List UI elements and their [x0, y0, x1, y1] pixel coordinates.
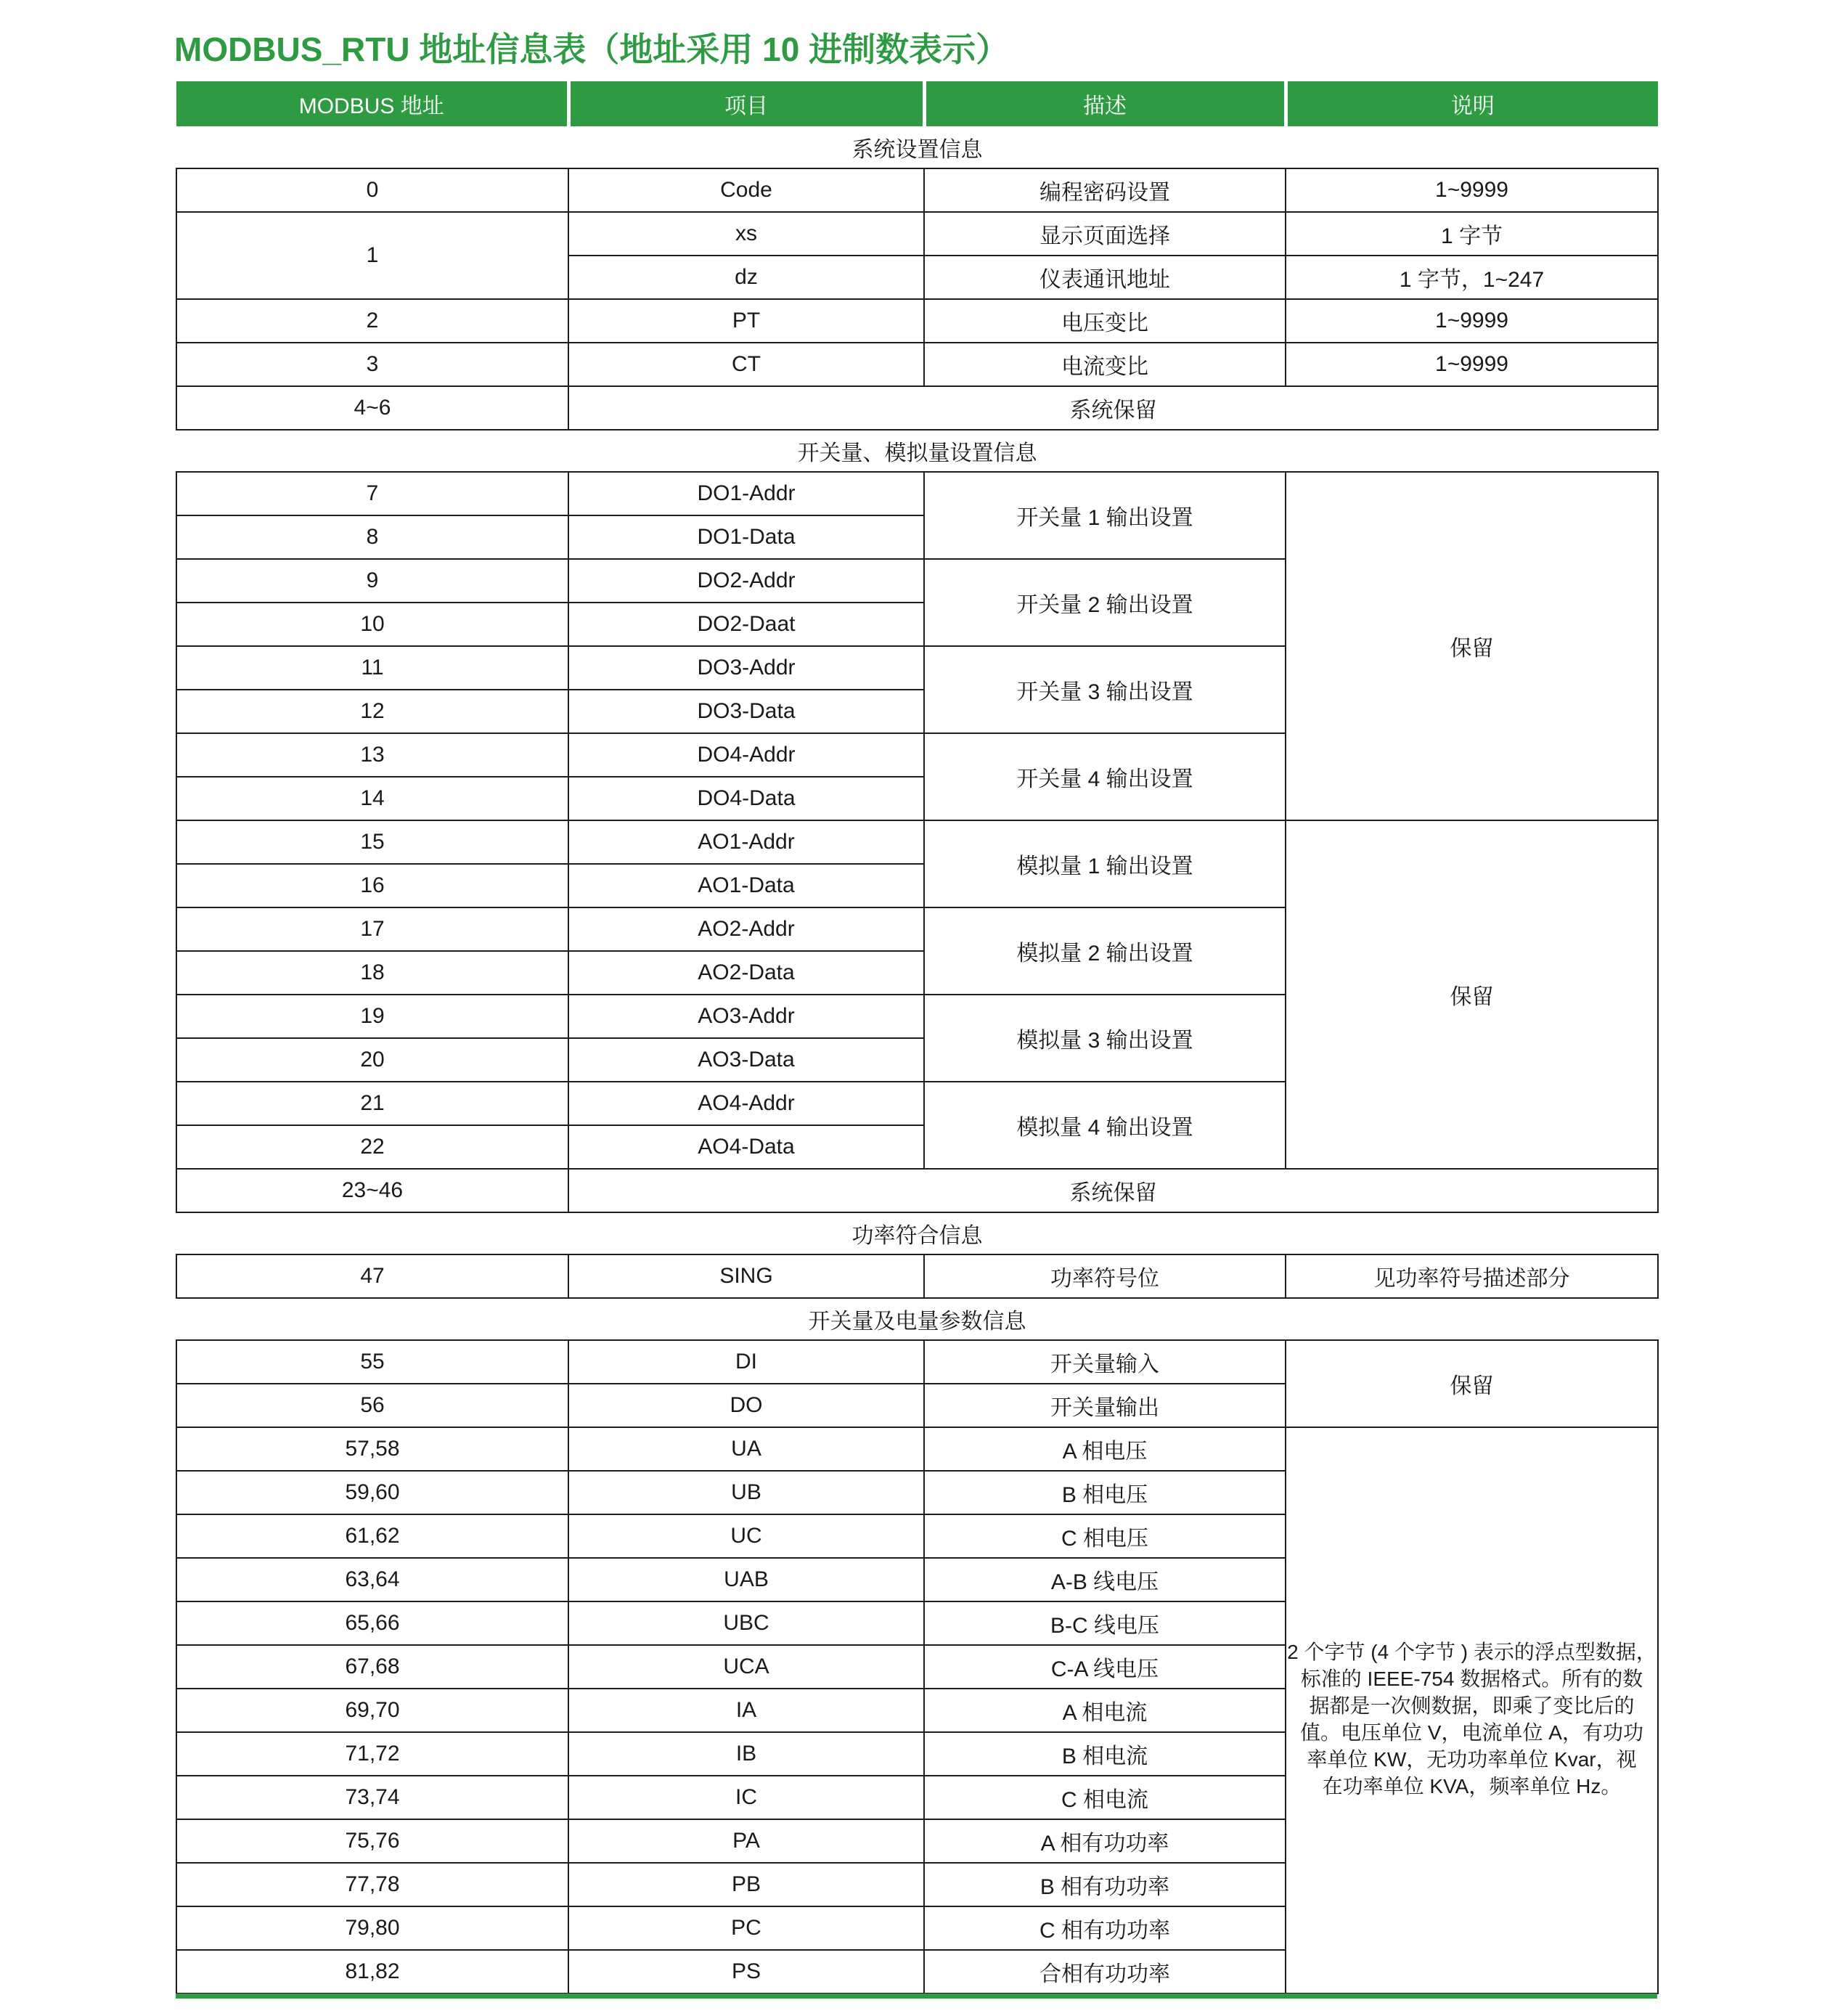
- table-cell: 8: [176, 515, 568, 559]
- table-cell: xs: [568, 212, 924, 256]
- table-cell: PA: [568, 1819, 924, 1863]
- table-cell: DO2-Daat: [568, 603, 924, 646]
- table-cell: IB: [568, 1732, 924, 1776]
- header-cell-2: 描述: [924, 81, 1286, 126]
- table-row: [176, 820, 1658, 864]
- table-header-row: [176, 81, 1658, 126]
- table-row: [176, 168, 1658, 212]
- table-cell: 4~6: [176, 386, 568, 430]
- table-cell: 0: [176, 168, 568, 212]
- table-cell: AO2-Addr: [568, 907, 924, 951]
- note-line: 据都是一次侧数据，即乘了变比后的: [1309, 1694, 1635, 1717]
- table-cell: 57,58: [176, 1427, 568, 1471]
- section-row: [176, 126, 1658, 168]
- page-title: MODBUS_RTU 地址信息表（地址采用 10 进制数表示）: [174, 30, 1010, 68]
- table-cell: 编程密码设置: [924, 168, 1286, 212]
- table-cell: AO1-Addr: [568, 820, 924, 864]
- table-cell: 功率符号位: [924, 1254, 1286, 1298]
- table-cell: UAB: [568, 1558, 924, 1601]
- table-row: [176, 386, 1658, 430]
- table-cell: A-B 线电压: [924, 1558, 1286, 1601]
- header-cell-1: 项目: [568, 81, 924, 126]
- table-cell: Code: [568, 168, 924, 212]
- table-cell: AO1-Data: [568, 864, 924, 907]
- table-cell: 保留: [1286, 472, 1658, 820]
- table-cell: B 相电流: [924, 1732, 1286, 1776]
- table-cell: AO3-Data: [568, 1038, 924, 1082]
- table-cell: AO4-Data: [568, 1125, 924, 1169]
- table-row: [176, 212, 1658, 256]
- table-cell: 79,80: [176, 1906, 568, 1950]
- table-cell: DO4-Data: [568, 777, 924, 820]
- table-cell: 开关量 2 输出设置: [924, 559, 1286, 646]
- table-cell: 模拟量 3 输出设置: [924, 995, 1286, 1082]
- table-cell: dz: [568, 256, 924, 299]
- table-cell: UB: [568, 1471, 924, 1514]
- table-cell: 2: [176, 299, 568, 343]
- table-cell: SING: [568, 1254, 924, 1298]
- table-cell: 81,82: [176, 1950, 568, 1993]
- table-cell: 模拟量 2 输出设置: [924, 907, 1286, 995]
- table-cell: AO2-Data: [568, 951, 924, 995]
- table-cell: DO3-Addr: [568, 646, 924, 690]
- table-cell: 电压变比: [924, 299, 1286, 343]
- note-line: 率单位 KW，无功功率单位 Kvar，视: [1307, 1748, 1637, 1771]
- table-cell: 67,68: [176, 1645, 568, 1689]
- table-bottom-rule: [176, 1993, 1657, 1999]
- table-cell: 电流变比: [924, 343, 1286, 386]
- note-line: 2 个字节 (4 个字节 ) 表示的浮点型数据，: [1287, 1641, 1657, 1663]
- table-cell: PC: [568, 1906, 924, 1950]
- table-cell: UA: [568, 1427, 924, 1471]
- table-cell: 合相有功功率: [924, 1950, 1286, 1993]
- table-cell: 19: [176, 995, 568, 1038]
- section-label: 开关量、模拟量设置信息: [797, 441, 1037, 465]
- table-cell: 59,60: [176, 1471, 568, 1514]
- table-cell: 47: [176, 1254, 568, 1298]
- table-cell: 开关量 1 输出设置: [924, 472, 1286, 559]
- note-line: 标准的 IEEE-754 数据格式。所有的数: [1300, 1668, 1643, 1690]
- table-cell: C 相有功功率: [924, 1906, 1286, 1950]
- table-head: [176, 81, 1658, 126]
- table-cell: 14: [176, 777, 568, 820]
- table-row: [176, 1254, 1658, 1298]
- table-cell: PS: [568, 1950, 924, 1993]
- table-cell: AO3-Addr: [568, 995, 924, 1038]
- table-cell: DO3-Data: [568, 690, 924, 733]
- table-row: [176, 1169, 1658, 1212]
- table-cell: 75,76: [176, 1819, 568, 1863]
- table-cell: A 相有功功率: [924, 1819, 1286, 1863]
- table-cell: B 相电压: [924, 1471, 1286, 1514]
- table-cell: 13: [176, 733, 568, 777]
- table-cell: 73,74: [176, 1776, 568, 1819]
- table-cell: A 相电流: [924, 1689, 1286, 1732]
- table-cell: 11: [176, 646, 568, 690]
- table-cell: 开关量 4 输出设置: [924, 733, 1286, 820]
- table-cell: 1: [176, 212, 568, 299]
- table-cell: 15: [176, 820, 568, 864]
- table-cell: 12: [176, 690, 568, 733]
- table-cell: DO2-Addr: [568, 559, 924, 603]
- table-cell: PB: [568, 1863, 924, 1906]
- table-cell: 开关量输入: [924, 1340, 1286, 1384]
- table-cell: 仪表通讯地址: [924, 256, 1286, 299]
- table-cell: C 相电压: [924, 1514, 1286, 1558]
- table-cell: 17: [176, 907, 568, 951]
- table-cell: PT: [568, 299, 924, 343]
- table-row: [176, 1340, 1658, 1384]
- table-cell: 55: [176, 1340, 568, 1384]
- table-cell: 71,72: [176, 1732, 568, 1776]
- table-cell: 23~46: [176, 1169, 568, 1212]
- float-format-note: [1286, 1427, 1658, 1993]
- table-cell: C 相电流: [924, 1776, 1286, 1819]
- table-cell: 1~9999: [1286, 168, 1658, 212]
- table-cell: DO: [568, 1384, 924, 1427]
- table-cell: A 相电压: [924, 1427, 1286, 1471]
- table-cell: AO4-Addr: [568, 1082, 924, 1125]
- table-cell: 77,78: [176, 1863, 568, 1906]
- table-cell: 开关量 3 输出设置: [924, 646, 1286, 733]
- table-row: [176, 299, 1658, 343]
- table-cell: UC: [568, 1514, 924, 1558]
- table-cell: IA: [568, 1689, 924, 1732]
- table-cell: 见功率符号描述部分: [1286, 1254, 1658, 1298]
- table-cell: DO1-Data: [568, 515, 924, 559]
- table-cell: C-A 线电压: [924, 1645, 1286, 1689]
- table-cell: 开关量输出: [924, 1384, 1286, 1427]
- section-row: [176, 1212, 1658, 1254]
- table-cell: 20: [176, 1038, 568, 1082]
- table-cell: B 相有功功率: [924, 1863, 1286, 1906]
- table-row: [176, 472, 1658, 515]
- table-cell: 模拟量 1 输出设置: [924, 820, 1286, 907]
- table-cell: 18: [176, 951, 568, 995]
- table-cell: DI: [568, 1340, 924, 1384]
- table-cell: 保留: [1286, 1340, 1658, 1427]
- table-cell: 1~9999: [1286, 343, 1658, 386]
- table-cell: 56: [176, 1384, 568, 1427]
- section-row: [176, 1298, 1658, 1340]
- table-cell: 21: [176, 1082, 568, 1125]
- table-cell: 1~9999: [1286, 299, 1658, 343]
- table-cell: DO1-Addr: [568, 472, 924, 515]
- table-cell: 7: [176, 472, 568, 515]
- table-cell: CT: [568, 343, 924, 386]
- section-label: 开关量及电量参数信息: [808, 1310, 1026, 1334]
- table-cell: 模拟量 4 输出设置: [924, 1082, 1286, 1169]
- table-cell: DO4-Addr: [568, 733, 924, 777]
- table-cell: 系统保留: [568, 386, 1658, 430]
- table-cell: B-C 线电压: [924, 1601, 1286, 1645]
- table-cell: 69,70: [176, 1689, 568, 1732]
- table-cell: 9: [176, 559, 568, 603]
- table-cell: 保留: [1286, 820, 1658, 1169]
- table-cell: 1 字节，1~247: [1286, 256, 1658, 299]
- note-line: 值。电压单位 V，电流单位 A，有功功: [1300, 1721, 1643, 1744]
- table-cell: 3: [176, 343, 568, 386]
- table-cell: IC: [568, 1776, 924, 1819]
- section-label: 系统设置信息: [851, 137, 983, 162]
- table-cell: 63,64: [176, 1558, 568, 1601]
- table-cell: UBC: [568, 1601, 924, 1645]
- header-cell-3: 说明: [1286, 81, 1658, 126]
- table-cell: 10: [176, 603, 568, 646]
- table-cell: 16: [176, 864, 568, 907]
- section-label: 功率符合信息: [851, 1224, 983, 1248]
- table-cell: 22: [176, 1125, 568, 1169]
- address-table: [176, 81, 1659, 1994]
- table-row: [176, 343, 1658, 386]
- section-row: [176, 430, 1658, 472]
- table-cell: UCA: [568, 1645, 924, 1689]
- table-cell: 系统保留: [568, 1169, 1658, 1212]
- table-row: [176, 1427, 1658, 1471]
- note-line: 在功率单位 KVA，频率单位 Hz。: [1322, 1775, 1622, 1797]
- table-cell: 显示页面选择: [924, 212, 1286, 256]
- table-body: [176, 126, 1658, 1993]
- header-cell-0: MODBUS 地址: [176, 81, 568, 126]
- table-cell: 65,66: [176, 1601, 568, 1645]
- table-cell: 1 字节: [1286, 212, 1658, 256]
- table-cell: 61,62: [176, 1514, 568, 1558]
